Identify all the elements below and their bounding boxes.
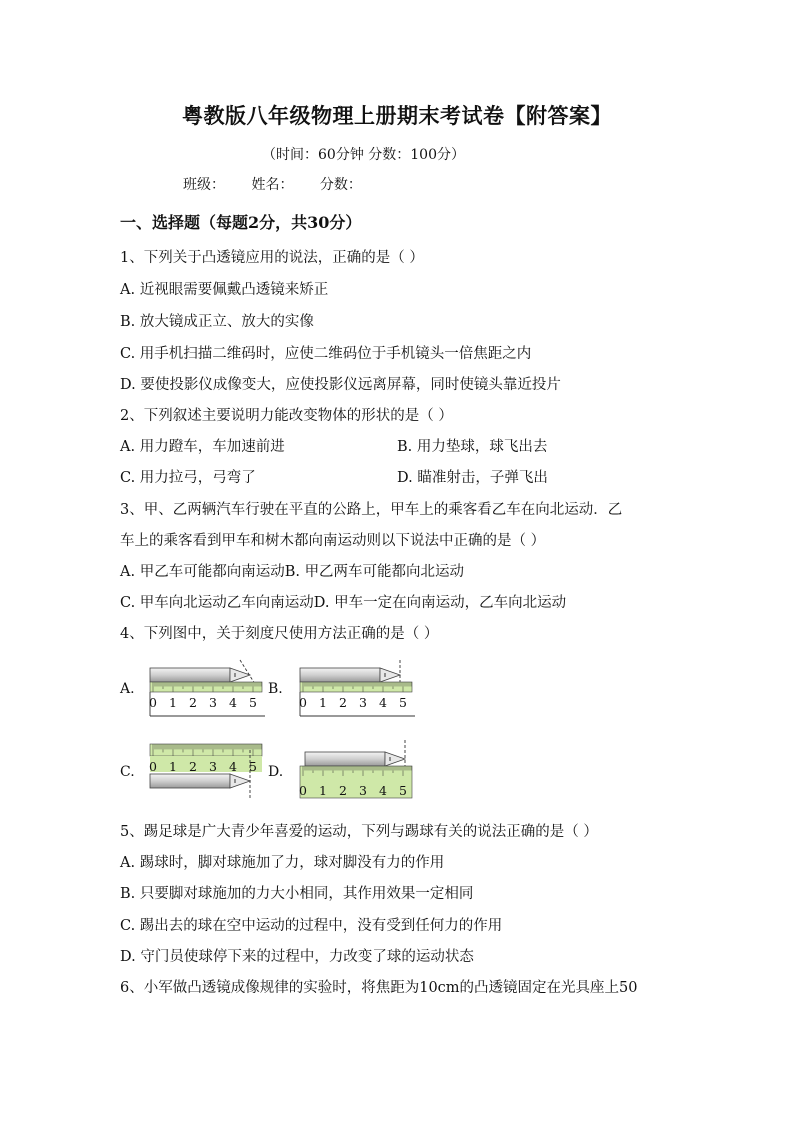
ruler-tick-label: 3 [209,759,217,774]
ruler-tick-label: 0 [149,759,157,774]
q2-option-b: B. 用力垫球，球飞出去 [397,439,548,455]
ruler-tick-label: 4 [379,783,387,798]
ruler-tick-label: 1 [319,695,327,710]
ruler-tick-label: 2 [189,759,197,774]
ruler-tick-label: 2 [339,695,347,710]
q5-option-c: C. 踢出去的球在空中运动的过程中，没有受到任何力的作用 [120,918,503,934]
q5-option-d: D. 守门员使球停下来的过程中，力改变了球的运动状态 [120,949,474,965]
ruler-tick-label: 2 [339,783,347,798]
q2-option-d: D. 瞄准射击，子弹飞出 [397,470,548,486]
ruler-tick-label: 2 [189,695,197,710]
q1-option-c: C. 用手机扫描二维码时，应使二维码位于手机镜头一倍焦距之内 [120,346,532,362]
ruler-tick-label: 1 [169,695,177,710]
q1-option-a: A. 近视眼需要佩戴凸透镜来矫正 [120,282,329,298]
ruler-tick-label: 1 [169,759,177,774]
ruler-tick-label: 3 [209,695,217,710]
q4-stem: 4、下列图中，关于刻度尺使用方法正确的是（ ） [120,626,439,642]
figure-c-label: C. [120,764,135,780]
q5-option-a: A. 踢球时，脚对球施加了力，球对脚没有力的作用 [120,855,445,871]
section-heading: 一、选择题（每题2分，共30分） [120,213,362,232]
q2-option-c: C. 用力拉弓，弓弯了 [120,470,256,486]
ruler-tick-label: 4 [229,759,237,774]
figure-b-label: B. [268,681,283,697]
q3-stem-line2: 车上的乘客看到甲车和树木都向南运动则以下说法中正确的是（ ） [120,533,546,549]
figure-d-label: D. [268,764,284,780]
q3-stem-line1: 3、甲、乙两辆汽车行驶在平直的公路上，甲车上的乘客看乙车在向北运动．乙 [120,502,623,518]
ruler-tick-label: 5 [249,695,257,710]
q1-option-b: B. 放大镜成正立、放大的实像 [120,314,314,330]
ruler-tick-label: 5 [399,783,407,798]
ruler-tick-label: 0 [149,695,157,710]
score-label: 分数： [319,177,362,193]
ruler-tick-label: 4 [229,695,237,710]
ruler-tick-label: 0 [299,695,307,710]
q5-option-b: B. 只要脚对球施加的力大小相同，其作用效果一定相同 [120,886,474,902]
student-info [183,174,384,194]
q5-stem: 5、踢足球是广大青少年喜爱的运动，下列与踢球有关的说法正确的是（ ） [120,824,598,840]
q2-option-a: A. 用力蹬车，车加速前进 [120,439,285,455]
ruler-tick-label: 3 [359,695,367,710]
ruler-tick-label: 1 [319,783,327,798]
name-label: 姓名： [251,177,294,193]
q6-stem: 6、小军做凸透镜成像规律的实验时，将焦距为10cm的凸透镜固定在光具座上50 [120,980,638,996]
ruler-tick-label: 4 [379,695,387,710]
page-title: 粤教版八年级物理上册期末考试卷【附答案】 [182,103,612,128]
ruler-tick-label: 3 [359,783,367,798]
ruler-tick-label: 0 [299,783,307,798]
q3-options-ab: A. 甲乙车可能都向南运动B. 甲乙两车可能都向北运动 [120,564,465,580]
exam-subtitle: （时间：60分钟 分数：100分） [262,147,465,163]
q1-option-d: D. 要使投影仪成像变大，应使投影仪远离屏幕，同时使镜头靠近投片 [120,377,561,393]
ruler-tick-label: 5 [249,759,257,774]
figure-a-label: A. [120,681,135,697]
figure-b-ruler [295,660,420,720]
figure-a-ruler [145,660,270,720]
q1-stem: 1、下列关于凸透镜应用的说法，正确的是（ ） [120,250,424,266]
class-label: 班级： [183,177,225,193]
ruler-tick-label: 5 [399,695,407,710]
q2-stem: 2、下列叙述主要说明力能改变物体的形状的是（ ） [120,408,453,424]
q3-options-cd: C. 甲车向北运动乙车向南运动D. 甲车一定在向南运动，乙车向北运动 [120,595,567,611]
